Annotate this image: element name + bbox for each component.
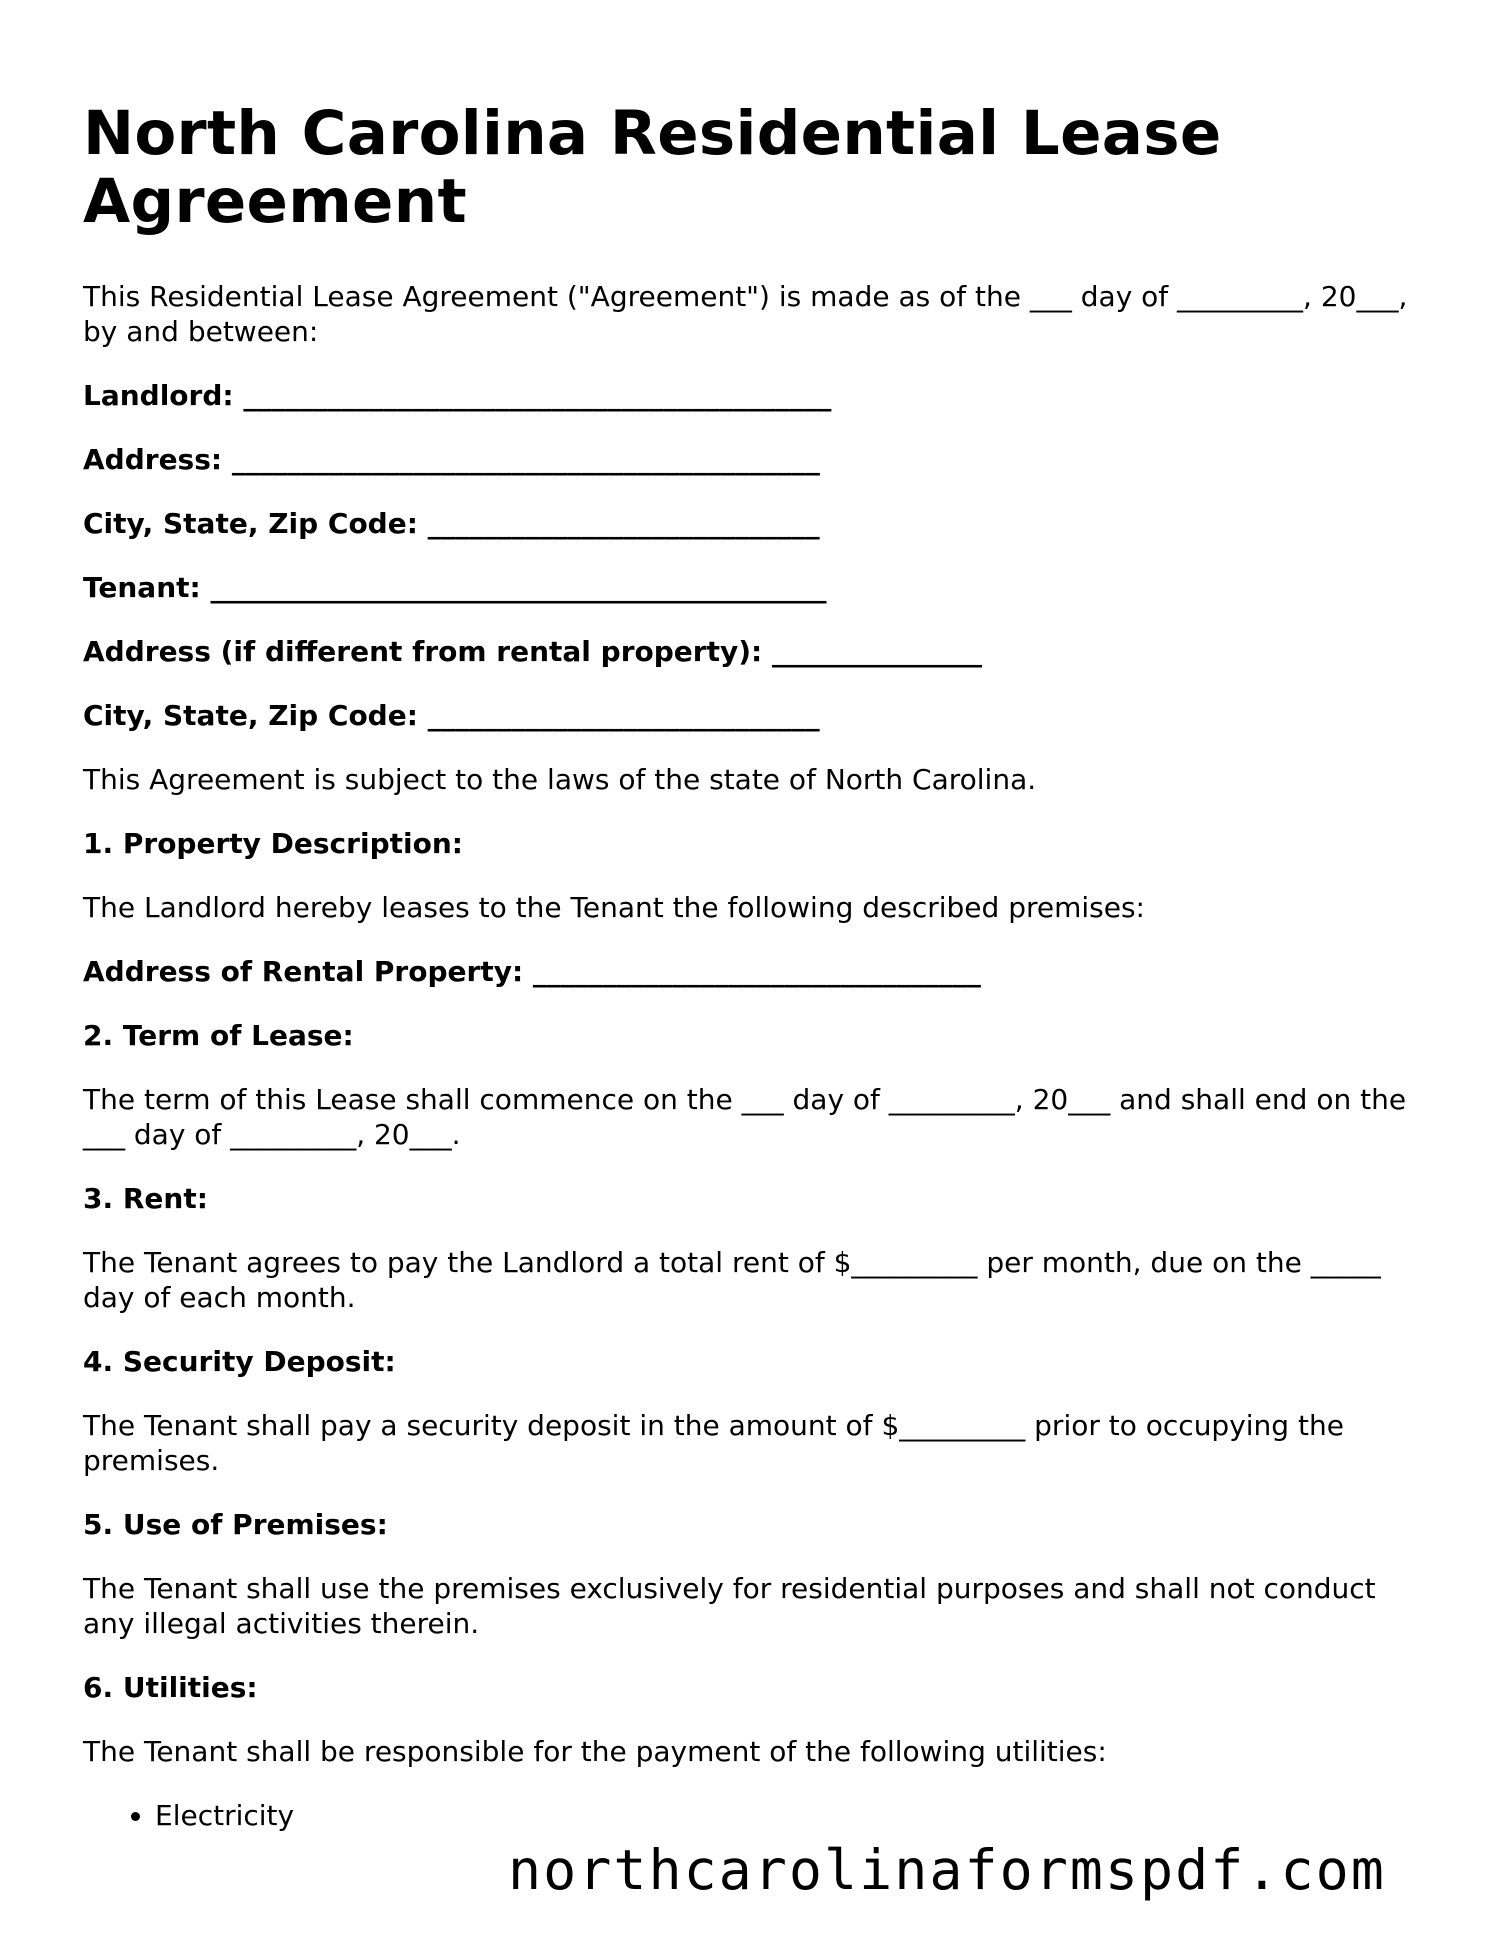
field-blank: ____________________________ xyxy=(427,699,820,732)
section-text-rent: The Tenant agrees to pay the Landlord a total rent of $_________ per month, due on the _____ day of each month. xyxy=(83,1246,1381,1314)
field-label: Address (if different from rental property): xyxy=(83,635,763,668)
section-text-use: The Tenant shall use the premises exclusively for residential purposes and shall not conduct any illegal activities therein. xyxy=(83,1572,1376,1640)
section-text-utilities: The Tenant shall be responsible for the payment of the following utilities: xyxy=(83,1735,1107,1768)
section-text-term: The term of this Lease shall commence on the ___ day of _________, 20___ and shall end on the ___ day of _________, 20___. xyxy=(83,1083,1407,1151)
site-watermark: northcarolinaformspdf.com xyxy=(508,1838,1386,1902)
document-page xyxy=(83,100,1423,1833)
landlord-address-field xyxy=(83,442,1423,477)
rental-property-address-field xyxy=(83,954,1423,989)
field-label: Address: xyxy=(83,443,223,476)
tenant-field xyxy=(83,570,1423,605)
intro-paragraph: This Residential Lease Agreement ("Agreement") is made as of the ___ day of _________, 20___, by and between: xyxy=(83,280,1408,348)
field-label: City, State, Zip Code: xyxy=(83,507,418,540)
tenant-address-field xyxy=(83,634,1423,669)
field-label: Tenant: xyxy=(83,571,201,604)
section-heading-use: 5. Use of Premises: xyxy=(83,1508,388,1541)
field-label: Landlord: xyxy=(83,379,234,412)
field-blank: __________________________________________ xyxy=(243,379,832,412)
field-blank: ____________________________________________ xyxy=(210,571,827,604)
landlord-city-state-zip-field xyxy=(83,506,1423,541)
document-title: North Carolina Residential Lease Agreement xyxy=(83,98,1222,237)
utilities-list xyxy=(83,1798,1423,1833)
section-heading-deposit: 4. Security Deposit: xyxy=(83,1345,396,1378)
field-blank: ____________________________ xyxy=(427,507,820,540)
section-heading-utilities: 6. Utilities: xyxy=(83,1671,258,1704)
field-label: Address of Rental Property: xyxy=(83,955,524,988)
field-blank: __________________________________________ xyxy=(231,443,820,476)
field-blank: _______________ xyxy=(771,635,982,668)
field-label: City, State, Zip Code: xyxy=(83,699,418,732)
section-text-property: The Landlord hereby leases to the Tenant the following described premises: xyxy=(83,891,1145,924)
field-blank: ________________________________ xyxy=(532,955,981,988)
section-text-deposit: The Tenant shall pay a security deposit in the amount of $_________ prior to occupying the premises. xyxy=(83,1409,1344,1477)
landlord-field xyxy=(83,378,1423,413)
governing-law-paragraph: This Agreement is subject to the laws of the state of North Carolina. xyxy=(83,763,1037,796)
section-heading-term: 2. Term of Lease: xyxy=(83,1019,354,1052)
list-item: • Electricity xyxy=(155,1798,1423,1833)
tenant-city-state-zip-field xyxy=(83,698,1423,733)
section-heading-rent: 3. Rent: xyxy=(83,1182,208,1215)
section-heading-property: 1. Property Description: xyxy=(83,827,463,860)
